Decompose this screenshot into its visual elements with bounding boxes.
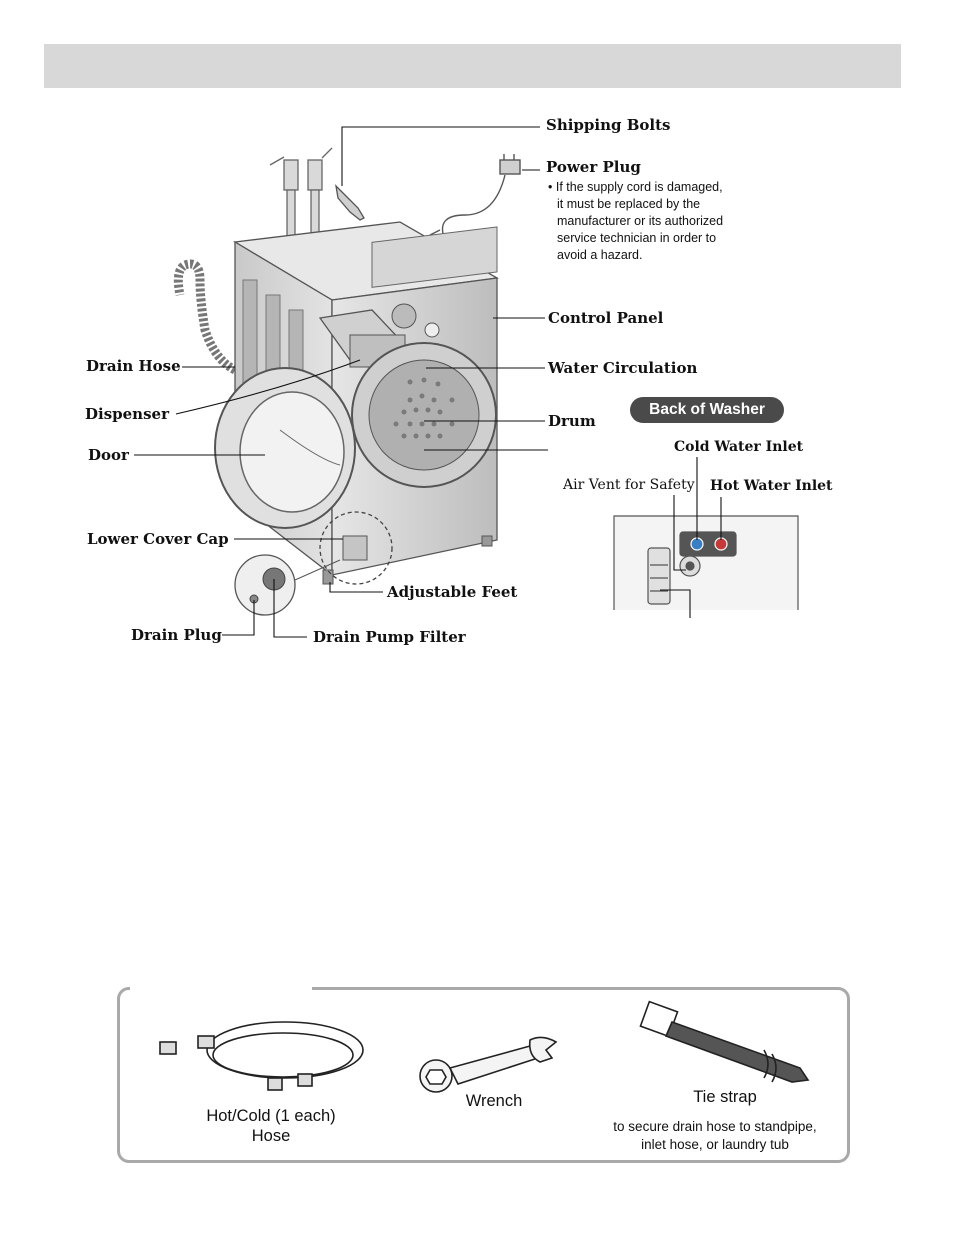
- label-hot-water-inlet: Hot Water Inlet: [710, 478, 833, 494]
- label-shipping-bolts: Shipping Bolts: [546, 116, 671, 134]
- note-line: it must be replaced by the: [557, 197, 701, 211]
- back-panel: [614, 516, 798, 610]
- label-cold-water-inlet: Cold Water Inlet: [674, 439, 804, 455]
- label-lower-cover-cap: Lower Cover Cap: [87, 530, 229, 548]
- note-line: avoid a hazard.: [557, 248, 643, 262]
- label-door: Door: [88, 446, 129, 464]
- label-drain-plug: Drain Plug: [131, 626, 222, 644]
- label-drain-pump-filter: Drain Pump Filter: [313, 628, 466, 646]
- label-adjustable-feet: Adjustable Feet: [387, 583, 518, 601]
- wrench-label: Wrench: [465, 1092, 523, 1110]
- tie-strap-desc-line2: inlet hose, or laundry tub: [641, 1137, 789, 1152]
- note-line: service technician in order to: [557, 231, 717, 245]
- tie-strap-desc-line1: to secure drain hose to standpipe,: [613, 1119, 817, 1134]
- label-drum: Drum: [548, 412, 596, 430]
- hose-label: [200, 1106, 342, 1146]
- drain-hose-shape: [178, 264, 235, 370]
- back-of-washer-badge: Back of Washer: [630, 397, 784, 423]
- note-line: manufacturer or its authorized: [557, 214, 724, 228]
- note-line: • If the supply cord is damaged,: [548, 180, 723, 194]
- tie-strap-label: Tie strap: [693, 1088, 757, 1106]
- hose-label-line2: Hose: [251, 1127, 291, 1145]
- accessories-box-notch: [130, 983, 312, 991]
- label-power-plug: Power Plug: [546, 158, 641, 176]
- label-control-panel: Control Panel: [548, 309, 664, 327]
- label-air-vent: Air Vent for Safety: [563, 477, 695, 493]
- shipping-bolt: [336, 186, 364, 220]
- power-plug-note: [548, 179, 723, 264]
- label-water-circulation: Water Circulation: [548, 359, 698, 377]
- label-dispenser: Dispenser: [85, 405, 169, 423]
- hose-label-line1: Hot/Cold (1 each): [206, 1107, 336, 1125]
- tie-strap-description: [598, 1118, 832, 1154]
- label-drain-hose: Drain Hose: [86, 357, 181, 375]
